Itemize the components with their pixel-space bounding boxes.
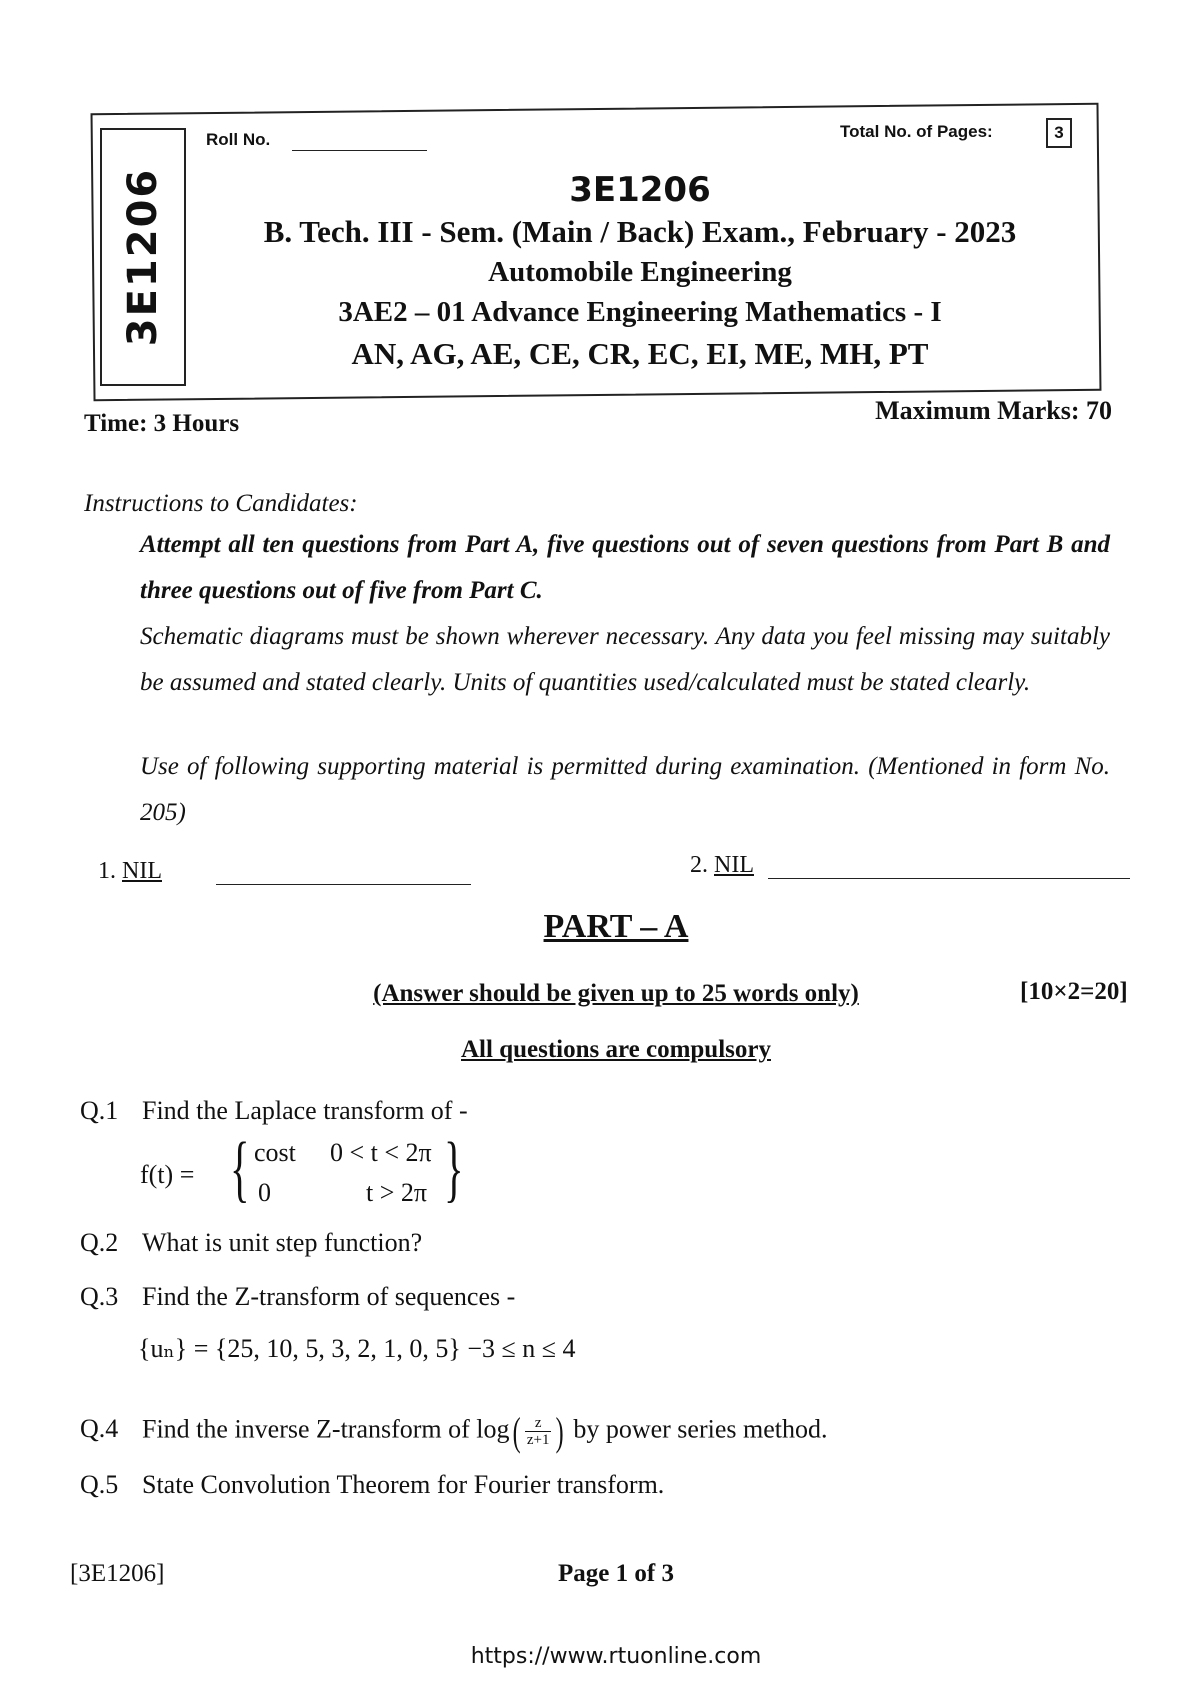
total-pages-label: Total No. of Pages: bbox=[840, 122, 993, 141]
subject-name: 3AE2 – 01 Advance Engineering Mathematics - I bbox=[338, 296, 942, 328]
part-a-marks: [10×2=20] bbox=[1020, 978, 1128, 1005]
part-a-title: PART – A bbox=[543, 908, 689, 945]
page-number: Page 1 of 3 bbox=[558, 1560, 674, 1587]
maximum-marks: Maximum Marks: 70 bbox=[875, 396, 1112, 425]
instruction-attempt: Attempt all ten questions from Part A, five questions out of seven questions from Part B and three questions out of five from Part C. bbox=[140, 531, 1110, 604]
q4-fraction: $\frac{z}{z+1}$ bbox=[526, 1414, 550, 1448]
question-2: Q.2 What is unit step function? bbox=[80, 1228, 423, 1257]
right-brace: } bbox=[443, 1128, 464, 1210]
roll-no-label: Roll No. bbox=[206, 130, 271, 149]
branch-name: Automobile Engineering bbox=[488, 256, 792, 288]
footer-paper-code: [3E1206] bbox=[70, 1560, 165, 1587]
side-paper-code: 3E1206 bbox=[120, 167, 167, 347]
q3-sequence: {uₙ} = {25, 10, 5, 3, 2, 1, 0, 5} −3 ≤ n ≤ 4 bbox=[138, 1334, 576, 1363]
source-url: https://www.rtuonline.com bbox=[470, 1644, 762, 1669]
material-item-2-line bbox=[768, 878, 1130, 879]
instruction-materials: Use of following supporting material is permitted during examination. (Mentioned in form No. 205) bbox=[140, 753, 1110, 826]
question-5: Q.5 State Convolution Theorem for Fourier transform. bbox=[80, 1470, 665, 1499]
material-item-1-line bbox=[216, 884, 471, 885]
material-item-1: 1. NIL bbox=[98, 858, 162, 884]
roll-no-line bbox=[292, 150, 427, 151]
left-brace: { bbox=[229, 1128, 250, 1210]
question-4: Q.4 Find the inverse Z-transform of log( $\frac{z}{z+1}$ ) by power series method. bbox=[80, 1409, 828, 1454]
question-3: Q.3 Find the Z-transform of sequences - bbox=[80, 1282, 516, 1311]
instructions-heading: Instructions to Candidates: bbox=[84, 490, 358, 517]
program-list: AN, AG, AE, CE, CR, EC, EI, ME, MH, PT bbox=[351, 336, 929, 371]
exam-duration: Time: 3 Hours bbox=[84, 410, 240, 437]
answer-length-note: (Answer should be given up to 25 words only) bbox=[373, 980, 859, 1007]
question-1: Q.1 Find the Laplace transform of - bbox=[80, 1096, 468, 1125]
paper-code: 3E1206 bbox=[569, 170, 711, 210]
compulsory-note: All questions are compulsory bbox=[461, 1036, 771, 1063]
instruction-diagrams: Schematic diagrams must be shown wherever necessary. Any data you feel missing may suitably be assumed and stated clearly. Units of quantities used/calculated must be stated clearly. bbox=[140, 623, 1110, 696]
total-pages-value: 3 bbox=[1046, 118, 1072, 148]
exam-title: B. Tech. III - Sem. (Main / Back) Exam., February - 2023 bbox=[263, 214, 1017, 249]
material-item-2: 2. NIL bbox=[690, 852, 754, 878]
